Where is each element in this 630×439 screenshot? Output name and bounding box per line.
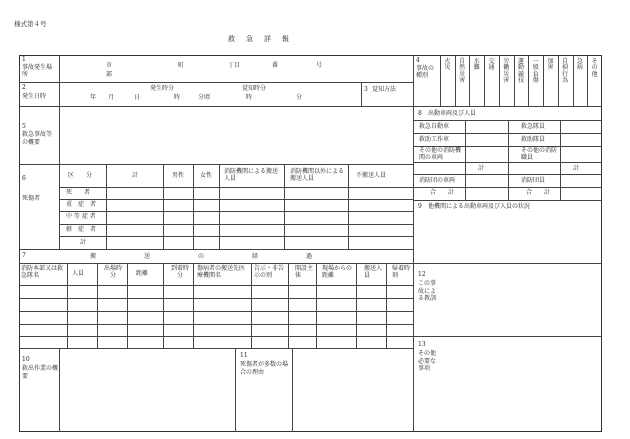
s11-label: 死傷者が多数の場合の理由	[240, 361, 289, 376]
s5-label: 救急事故等の概要	[22, 131, 53, 146]
form-number: 様式第４号	[14, 20, 47, 28]
accident-type-label: 水難	[473, 58, 480, 72]
s1-label: 事故発生場所	[22, 64, 53, 78]
accident-type-label: 一般負傷	[532, 58, 539, 85]
accident-type-label: 火災	[444, 58, 451, 72]
s6-label: 死傷者	[22, 195, 41, 202]
s7-label: 搬送の経過	[90, 253, 361, 260]
s2-label: 発生日時	[22, 93, 47, 100]
s12-label: この事故による教訓	[418, 280, 437, 302]
s8-label: 出動車両及び人員	[428, 110, 477, 117]
left-label-divider-2	[59, 348, 60, 432]
s3-label: 覚知方法	[372, 86, 397, 93]
page-title: 救 急 詳 報	[228, 35, 291, 43]
s13-label: その他必要な事項	[418, 350, 437, 372]
s9-label: 他機関による出動車両及び人員の状況	[428, 203, 531, 210]
accident-type-label: 労働災害	[503, 58, 510, 85]
left-label-divider	[59, 55, 60, 249]
s4-label: 事故の種別	[416, 65, 435, 79]
accident-type-label: 急病	[576, 58, 583, 72]
accident-type-label: 運動競技	[517, 58, 524, 85]
left-right-split	[413, 55, 414, 432]
accident-type-label: 自損行為	[562, 58, 569, 85]
accident-type-label: 交通	[488, 58, 495, 72]
accident-type-label: 自然災害	[459, 58, 466, 85]
accident-type-label: 加害	[547, 58, 554, 72]
accident-type-label: その他	[591, 58, 598, 78]
s10-label: 救出作業の概要	[22, 365, 59, 380]
